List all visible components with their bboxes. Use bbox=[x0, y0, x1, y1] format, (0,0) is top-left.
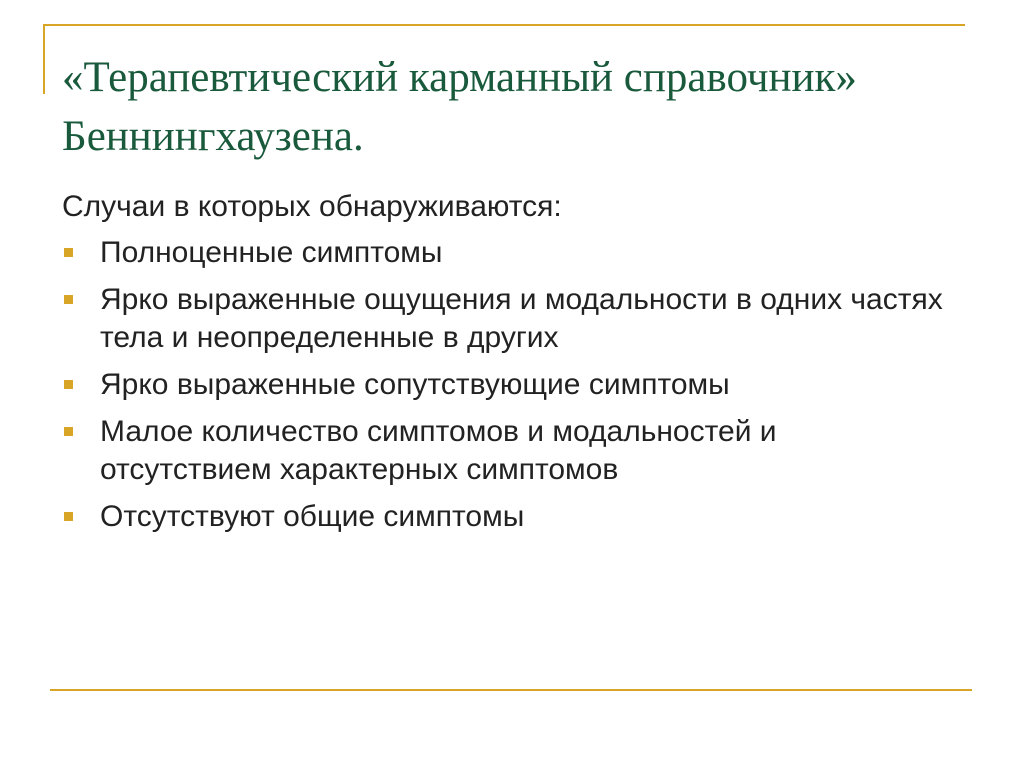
top-divider bbox=[43, 24, 965, 26]
bottom-divider bbox=[50, 689, 972, 691]
slide-title: «Терапевтический карманный справочник» Беннингхаузена. bbox=[62, 54, 857, 160]
list-item-text: Ярко выраженные ощущения и модальности в одних частях тела и неопределенные в других bbox=[100, 283, 943, 354]
square-bullet-icon bbox=[64, 248, 73, 257]
list-item bbox=[62, 366, 952, 404]
square-bullet-icon bbox=[64, 512, 73, 521]
list-item bbox=[62, 498, 952, 536]
square-bullet-icon bbox=[64, 380, 73, 389]
list-item-text: Полноценные симптомы bbox=[100, 236, 443, 269]
list-item-text: Ярко выраженные сопутствующие симптомы bbox=[100, 368, 730, 401]
left-accent-line bbox=[43, 24, 45, 94]
square-bullet-icon bbox=[64, 427, 73, 436]
list-item bbox=[62, 281, 952, 357]
square-bullet-icon bbox=[64, 295, 73, 304]
list-item bbox=[62, 234, 952, 272]
bullet-list bbox=[62, 234, 952, 536]
list-item bbox=[62, 413, 952, 489]
intro-text: Случаи в которых обнаруживаются: bbox=[62, 190, 562, 223]
list-item-text: Малое количество симптомов и модальностей и отсутствием характерных симптомов bbox=[100, 415, 777, 486]
list-item-text: Отсутствуют общие симптомы bbox=[100, 500, 525, 533]
slide-content bbox=[62, 188, 952, 545]
